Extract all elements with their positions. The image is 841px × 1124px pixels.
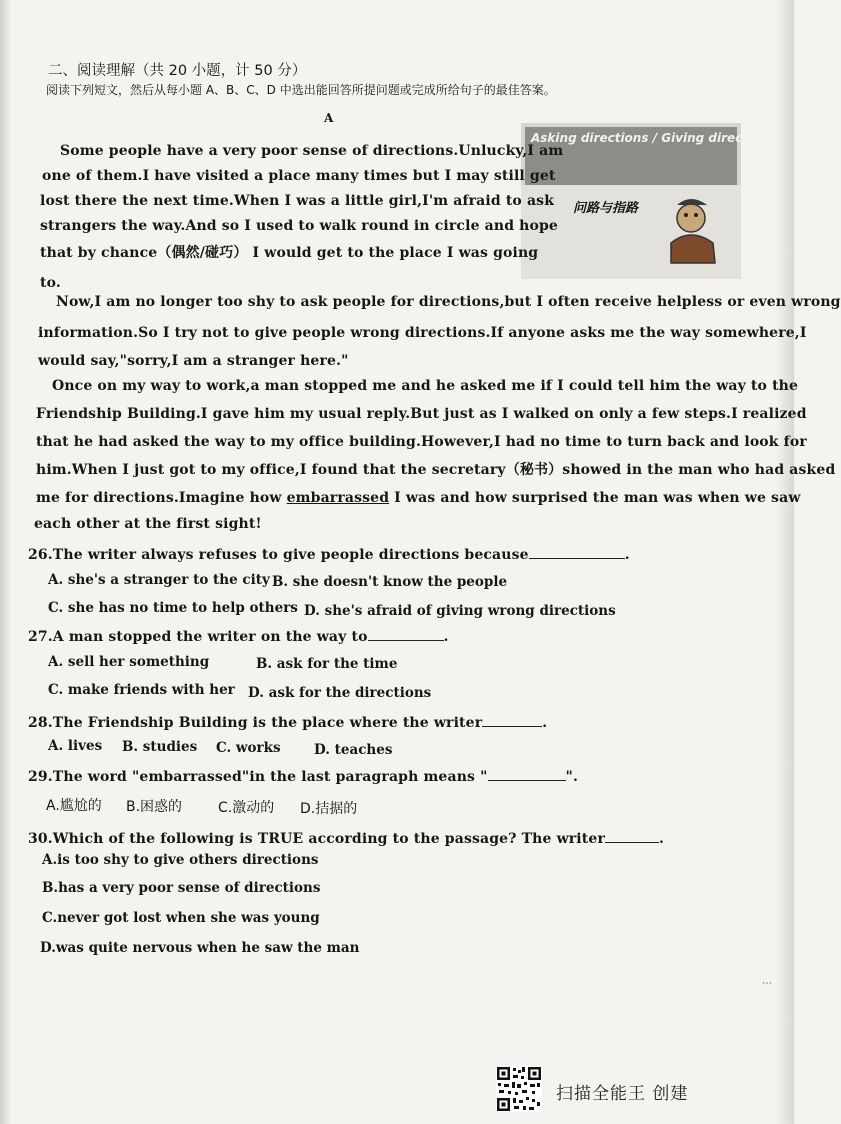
option-27b[interactable]: B. ask for the time: [256, 656, 398, 672]
option-30a[interactable]: A.is too shy to give others directions: [42, 852, 319, 868]
option-30b[interactable]: B.has a very poor sense of directions: [42, 880, 321, 896]
qr-code-icon: [496, 1066, 542, 1112]
page-dots: ⋯: [762, 978, 772, 989]
option-28d[interactable]: D. teaches: [314, 742, 393, 758]
scanner-watermark: 扫描全能王 创建: [556, 1084, 689, 1104]
option-30c[interactable]: C.never got lost when she was young: [42, 910, 320, 926]
option-26c[interactable]: C. she has no time to help others: [48, 600, 298, 616]
question-26: 26.The writer always refuses to give people directions because .: [28, 547, 630, 563]
answer-blank[interactable]: [368, 628, 444, 641]
passage-line: lost there the next time.When I was a little girl,I'm afraid to ask: [40, 193, 555, 209]
illustration-banner: Asking directions / Giving directions: [531, 131, 777, 145]
instructions: 阅读下列短文，然后从每小题 A、B、C、D 中选出能回答所提问题或完成所给句子的最佳答案。: [46, 83, 556, 97]
passage-line-embarrassed: me for directions.Imagine how embarrassed I was and how surprised the man was when we saw: [36, 490, 801, 506]
embarrassed-word: embarrassed: [286, 490, 390, 506]
question-29: 29.The word "embarrassed"in the last paragraph means " ".: [28, 769, 579, 785]
answer-blank[interactable]: [529, 546, 625, 559]
option-26b[interactable]: B. she doesn't know the people: [272, 574, 508, 590]
passage-line: each other at the first sight!: [34, 516, 262, 532]
passage-label: A: [324, 111, 334, 125]
option-29a[interactable]: A.尴尬的: [46, 798, 102, 814]
page-right-shadow: [776, 0, 794, 1124]
option-27d[interactable]: D. ask for the directions: [248, 685, 432, 701]
option-28a[interactable]: A. lives: [48, 738, 103, 754]
passage-line: Once on my way to work,a man stopped me and he asked me if I could tell him the way to the: [52, 378, 799, 394]
option-30d[interactable]: D.was quite nervous when he saw the man: [40, 940, 360, 956]
answer-blank[interactable]: [488, 768, 566, 781]
passage-line: Friendship Building.I gave him my usual reply.But just as I walked on only a few steps.I realized: [36, 406, 807, 422]
passage-line: him.When I just got to my office,I found that the secretary（秘书）showed in the man who had asked: [36, 462, 836, 478]
passage-line: one of them.I have visited a place many times but I may still get: [42, 168, 556, 184]
option-29c[interactable]: C.激动的: [218, 800, 275, 816]
passage-line: information.So I try not to give people wrong directions.If anyone asks me the way somewhere,I: [38, 325, 807, 341]
option-26d[interactable]: D. she's afraid of giving wrong directions: [304, 603, 616, 619]
option-28b[interactable]: B. studies: [122, 739, 198, 755]
option-29b[interactable]: B.困惑的: [126, 799, 183, 815]
passage-line: Now,I am no longer too shy to ask people for directions,but I often receive helpless or even wrong: [56, 294, 841, 310]
option-27c[interactable]: C. make friends with her: [48, 682, 235, 698]
section-title: 二、阅读理解（共 20 小题，计 50 分）: [48, 63, 307, 79]
illustration-caption: 问路与指路: [573, 201, 639, 216]
option-28c[interactable]: C. works: [216, 740, 281, 756]
page-left-shadow: [0, 0, 12, 1124]
answer-blank[interactable]: [605, 830, 659, 843]
option-27a[interactable]: A. sell her something: [48, 654, 210, 670]
passage-line: that he had asked the way to my office building.However,I had no time to turn back and look for: [36, 434, 807, 450]
passage-line: Some people have a very poor sense of directions.Unlucky,I am: [60, 143, 564, 159]
passage-line: that by chance（偶然/碰巧） I would get to the place I was going: [40, 245, 539, 261]
answer-blank[interactable]: [482, 714, 542, 727]
passage-line: would say,"sorry,I am a stranger here.": [38, 353, 349, 369]
question-28: 28.The Friendship Building is the place where the writer .: [28, 715, 548, 731]
passage-line: to.: [40, 275, 61, 291]
passage-line: strangers the way.And so I used to walk round in circle and hope: [40, 218, 558, 234]
option-26a[interactable]: A. she's a stranger to the city: [48, 572, 270, 588]
option-29d[interactable]: D.拮据的: [300, 801, 358, 817]
question-27: 27.A man stopped the writer on the way to .: [28, 629, 449, 645]
question-30: 30.Which of the following is TRUE according to the passage? The writer .: [28, 831, 665, 847]
